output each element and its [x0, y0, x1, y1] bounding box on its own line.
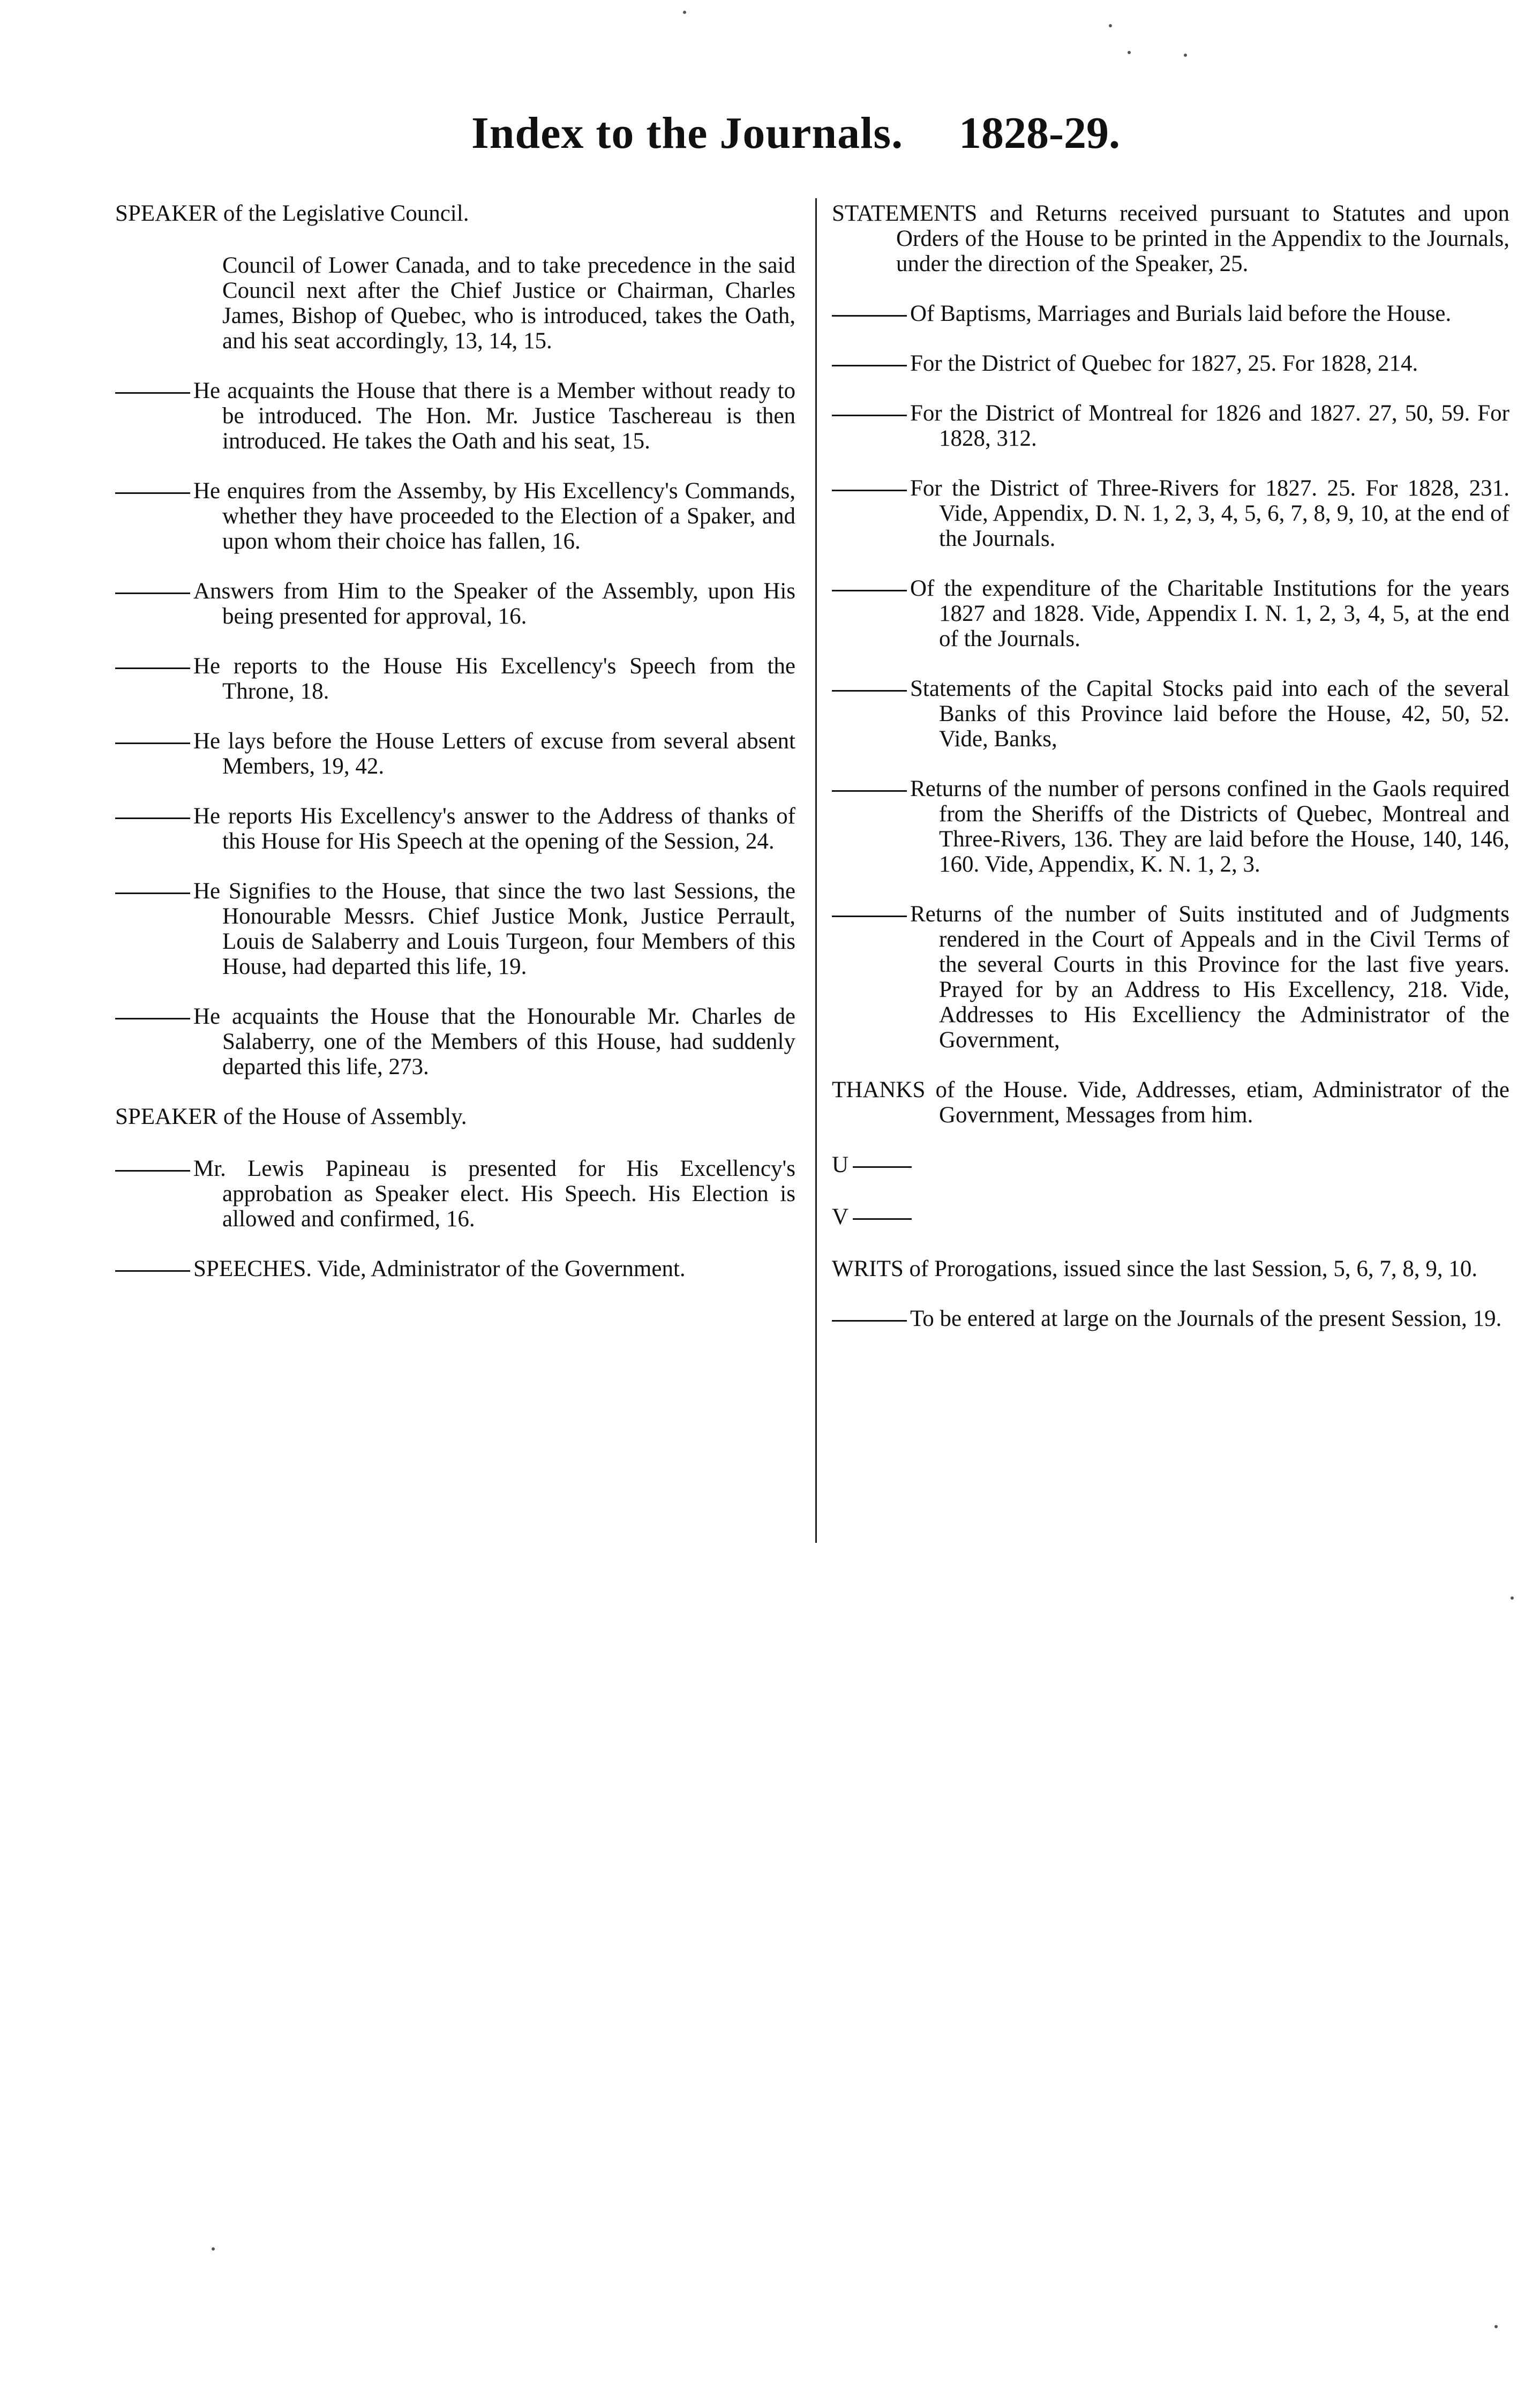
entry-dash: [832, 690, 907, 692]
entry-dash: [115, 742, 190, 744]
heading-speaker-house-assembly: SPEAKER of the House of Assembly.: [115, 1104, 467, 1129]
index-entry: Returns of the number of persons confined in the Gaols required from the Sheriffs of the Districts of Quebec, Montreal and Three-Rivers, 136. They are laid before the House, 140, 146, 160. Vide, Appendix, K. N. 1, 2, 3.: [832, 776, 1509, 877]
index-entry: To be entered at large on the Journals of the present Session, 19.: [832, 1306, 1509, 1331]
heading-writs: WRITS of Prorogations, issued since the last Session, 5, 6, 7, 8, 9, 10.: [832, 1256, 1478, 1281]
index-entry: Of Baptisms, Marriages and Burials laid before the House.: [832, 301, 1509, 326]
entry-dash: [115, 1270, 190, 1272]
index-entry: He reports to the House His Excellency's Speech from the Throne, 18.: [115, 654, 795, 704]
page-header: [0, 107, 1540, 166]
scan-speck: [1128, 51, 1131, 54]
index-entry: For the District of Quebec for 1827, 25. For 1828, 214.: [832, 351, 1509, 376]
entry-dash: [832, 415, 907, 416]
index-entry: He lays before the House Letters of excuse from several absent Members, 19, 42.: [115, 729, 795, 779]
entry-dash: [832, 590, 907, 591]
index-entry: SPEECHES. Vide, Administrator of the Government.: [115, 1256, 795, 1281]
index-entry: For the District of Three-Rivers for 1827. 25. For 1828, 231. Vide, Appendix, D. N. 1, 2, 3, 4, 5, 6, 7, 8, 9, 10, at the end of the Journals.: [832, 476, 1509, 551]
right-column: [832, 201, 1509, 1356]
entry-dash: [115, 592, 190, 594]
entry-dash: [115, 1018, 190, 1019]
index-entry: For the District of Montreal for 1826 and 1827. 27, 50, 59. For 1828, 312.: [832, 401, 1509, 451]
entry-dash: [853, 1218, 912, 1220]
scan-speck: [683, 11, 686, 14]
index-entry: Returns of the number of Suits instituted and of Judgments rendered in the Court of Appeals and in the Civil Terms of the several Courts in this Province for the last five years. Prayed for by an Address to His Excellency, 218. Vide, Addresses to His Excelliency the Administrator of the Government,: [832, 902, 1509, 1053]
letter-u-heading: U: [832, 1152, 1509, 1178]
index-entry: Mr. Lewis Papineau is presented for His Excellency's approbation as Speaker elect. His Speech. His Election is allowed and confirmed, 16.: [115, 1156, 795, 1232]
entry-dash: [832, 490, 907, 491]
entry-dash: [832, 916, 907, 917]
entry-dash: [853, 1166, 912, 1168]
scan-speck: [1511, 1596, 1514, 1600]
scan-speck: [1109, 24, 1112, 27]
heading-speaker-legislative-council: SPEAKER of the Legislative Council.: [115, 201, 469, 226]
index-entry-intro: Council of Lower Canada, and to take precedence in the said Council next after the Chief Justice or Chairman, Charles James, Bishop of Quebec, who is introduced, takes the Oath, and his seat accordingly, 13, 14, 15.: [222, 253, 795, 354]
scan-speck: [1494, 2325, 1498, 2328]
index-entry: He acquaints the House that there is a Member without ready to be introduced. The Hon. Mr. Justice Taschereau is then introduced. He takes the Oath and his seat, 15.: [115, 378, 795, 454]
letter-v-heading: V: [832, 1204, 1509, 1229]
entry-dash: [832, 315, 907, 317]
entry-dash: [115, 818, 190, 819]
entry-dash: [832, 1320, 907, 1322]
index-entry: He reports His Excellency's answer to the Address of thanks of this House for His Speech at the opening of the Session, 24.: [115, 804, 795, 854]
index-entry: Of the expenditure of the Charitable Institutions for the years 1827 and 1828. Vide, Appendix I. N. 1, 2, 3, 4, 5, at the end of the Journals.: [832, 576, 1509, 651]
scan-speck: [1184, 54, 1187, 57]
heading-statements: STATEMENTS and Returns received pursuant to Statutes and upon Orders of the House to be printed in the Appendix to the Journals, under the direction of the Speaker, 25.: [832, 201, 1509, 276]
index-entry: Answers from Him to the Speaker of the Assembly, upon His being presented for approval, 16.: [115, 579, 795, 629]
entry-dash: [115, 1170, 190, 1172]
entry-dash: [115, 668, 190, 669]
column-divider: [815, 198, 817, 1543]
scan-speck: [212, 2247, 215, 2251]
index-entry: He Signifies to the House, that since the two last Sessions, the Honourable Messrs. Chief Justice Monk, Justice Perrault, Louis de Salaberry and Louis Turgeon, four Members of this House, had departed this life, 19.: [115, 879, 795, 979]
page-title: Index to the Journals.: [471, 108, 904, 158]
entry-dash: [115, 392, 190, 394]
index-entry: He acquaints the House that the Honourable Mr. Charles de Salaberry, one of the Members of this House, had suddenly departed this life, 273.: [115, 1004, 795, 1079]
entry-dash: [832, 365, 907, 366]
entry-dash: [832, 790, 907, 792]
left-column: [115, 201, 795, 1306]
index-entry: Statements of the Capital Stocks paid into each of the several Banks of this Province laid before the House, 42, 50, 52. Vide, Banks,: [832, 676, 1509, 752]
heading-thanks: THANKS of the House. Vide, Addresses, etiam, Administrator of the Government, Messages from him.: [832, 1077, 1509, 1128]
session-years: 1828-29.: [959, 108, 1120, 158]
entry-dash: [115, 492, 190, 494]
index-entry: He enquires from the Assemby, by His Excellency's Commands, whether they have proceeded to the Election of a Spaker, and upon whom their choice has fallen, 16.: [115, 478, 795, 554]
entry-dash: [115, 892, 190, 894]
